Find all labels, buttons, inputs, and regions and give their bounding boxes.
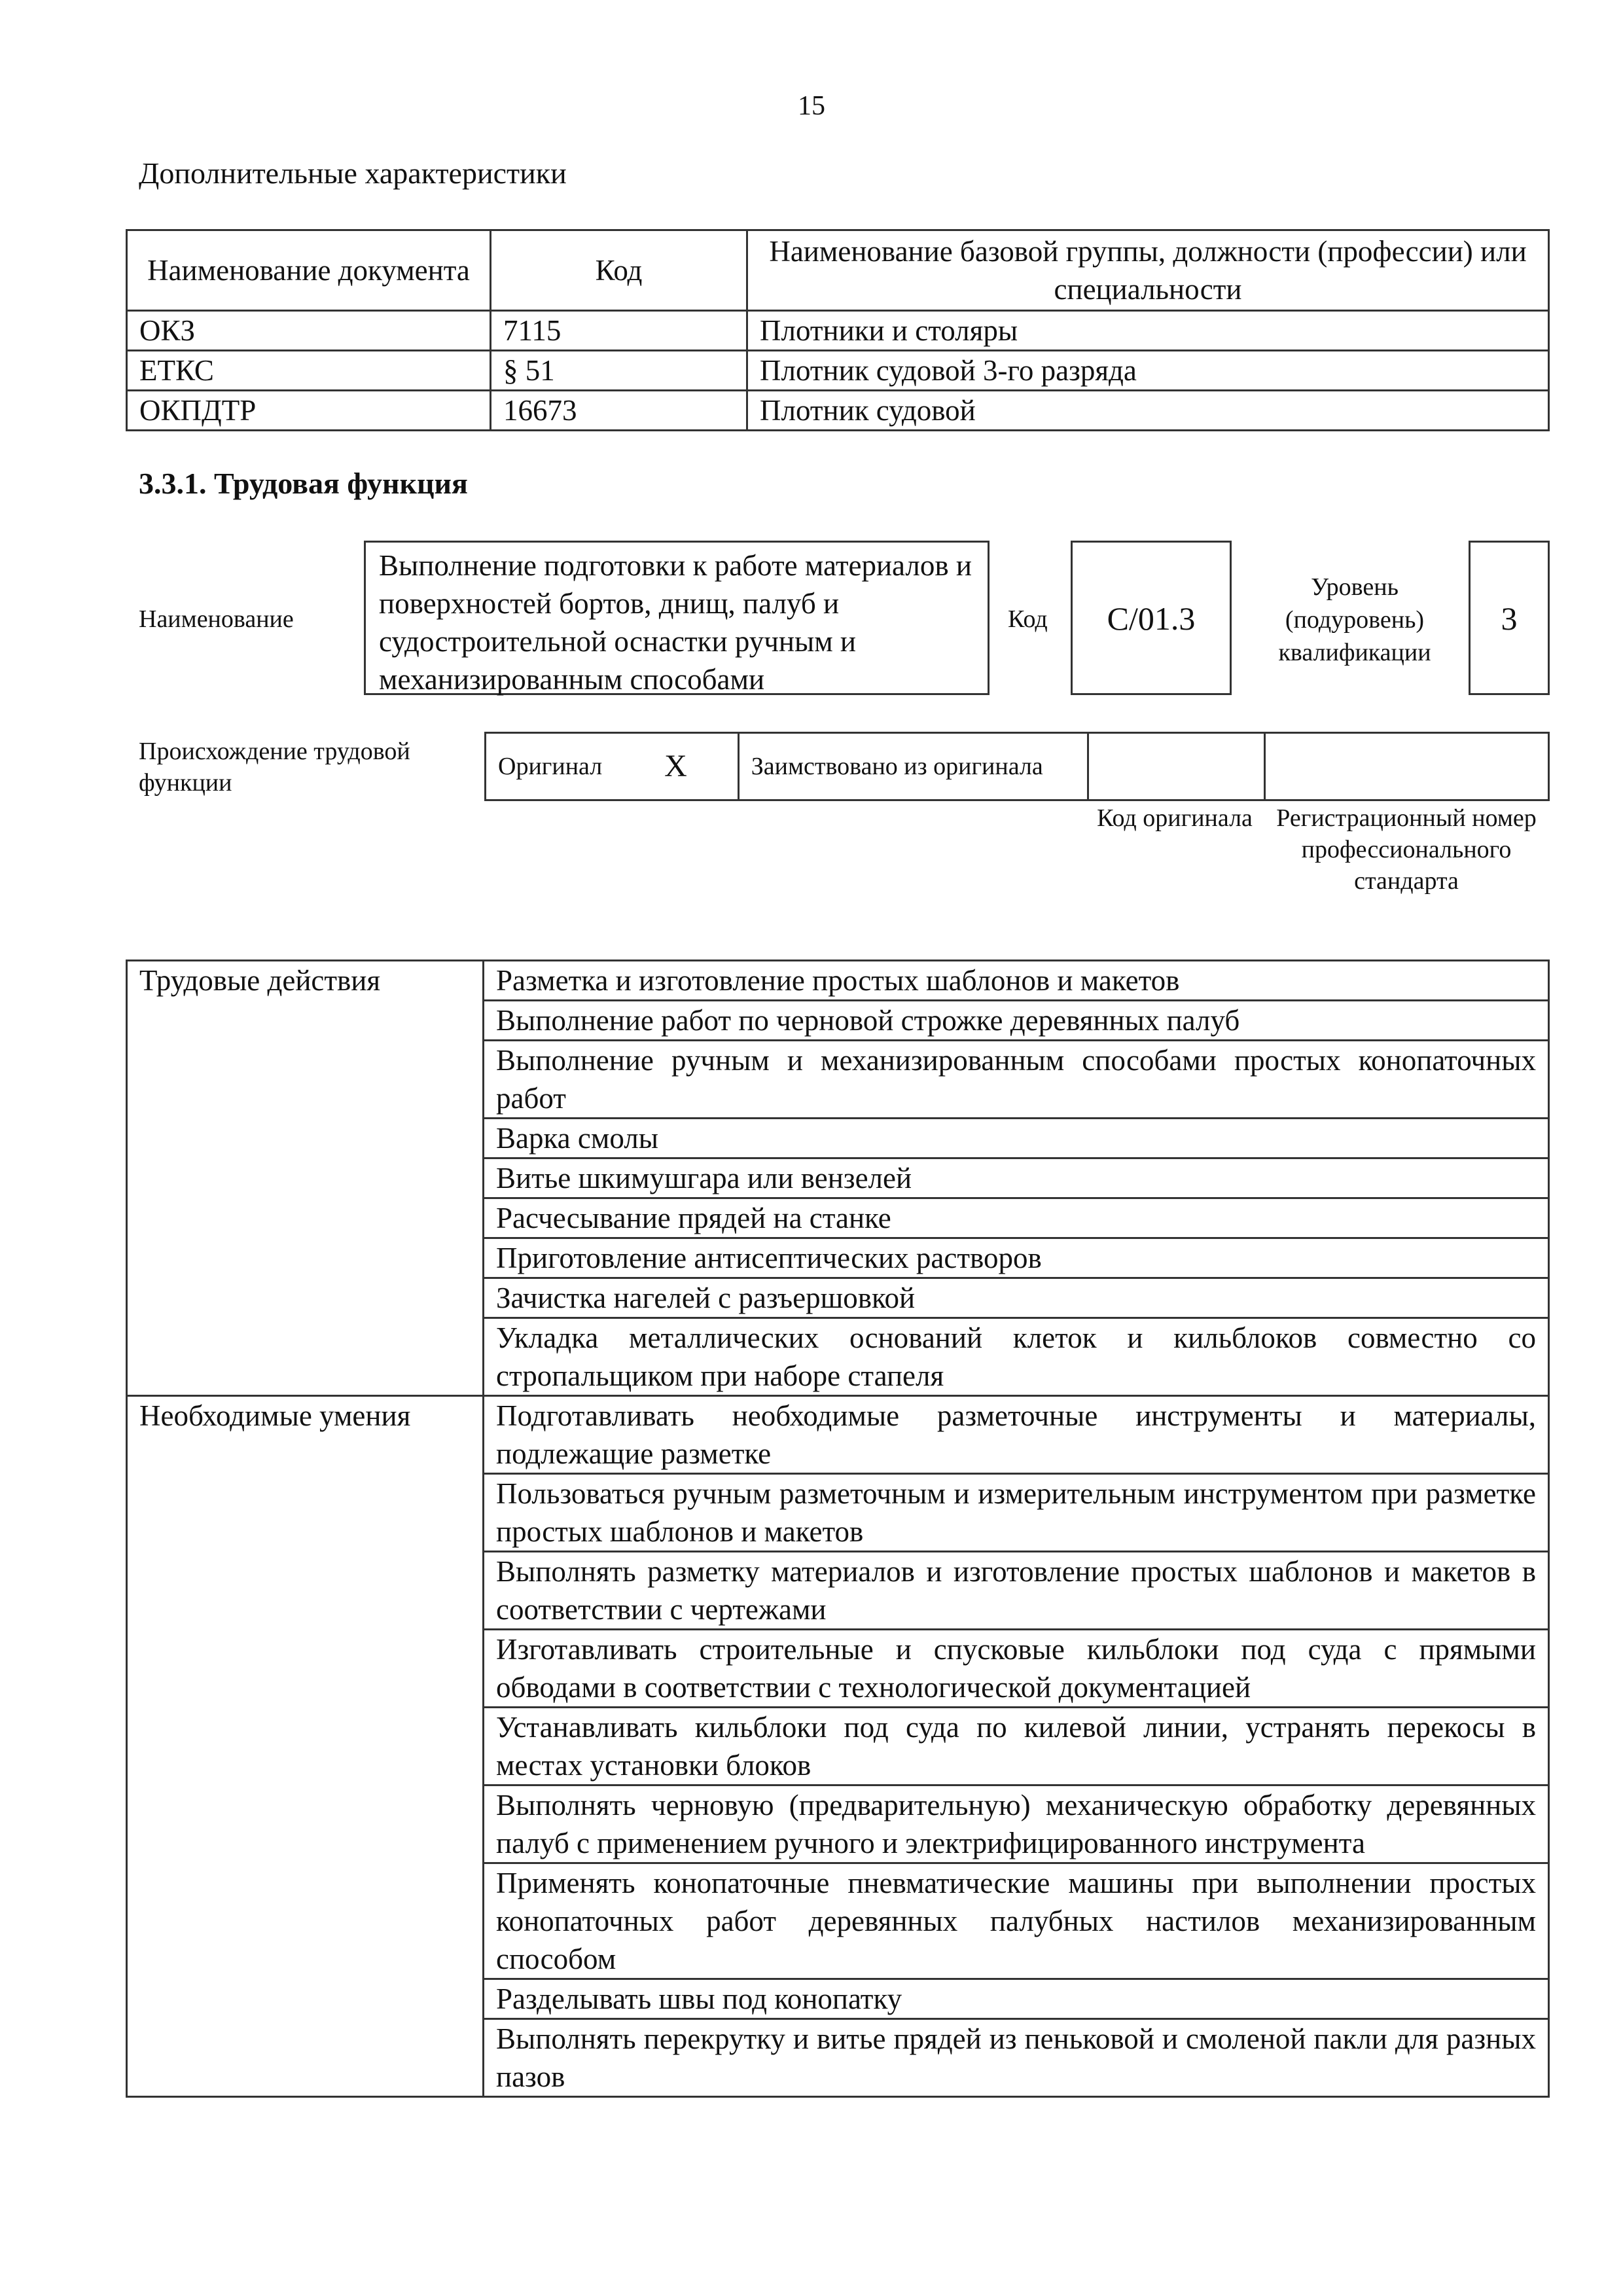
page-number: 15 [798, 91, 825, 121]
function-code-label: Код [1008, 605, 1048, 633]
origin-table [484, 732, 1550, 801]
list-item: Витье шкимушгара или вензелей [484, 1158, 1549, 1198]
table-row [127, 961, 1549, 1001]
qualification-level-box: 3 [1469, 541, 1550, 695]
section-title: Дополнительные характеристики [139, 156, 567, 190]
table-cell: 16673 [491, 391, 747, 431]
function-name-label: Наименование [139, 605, 294, 633]
function-heading: 3.3.1. Трудовая функция [139, 467, 468, 500]
table-header-row [127, 230, 1549, 311]
header-cell: Код [491, 230, 747, 311]
borrowed-label: Заимствовано из оригинала [738, 733, 1088, 800]
table-row [127, 311, 1549, 351]
list-item: Разметка и изготовление простых шаблонов и макетов [484, 961, 1549, 1001]
list-item: Зачистка нагелей с разъершовкой [484, 1278, 1549, 1318]
list-item: Выполнение работ по черновой строжке деревянных палуб [484, 1001, 1549, 1041]
table-cell: Плотник судовой 3-го разряда [747, 351, 1549, 391]
required-skills-group [127, 1396, 1549, 2097]
list-item: Выполнять разметку материалов и изготовление простых шаблонов и макетов в соответствии с чертежами [484, 1552, 1549, 1630]
original-code-cell [1088, 733, 1264, 800]
table-row [127, 391, 1549, 431]
original-code-caption: Код оригинала [1097, 804, 1253, 832]
list-item: Изготавливать строительные и спусковые кильблоки под суда с прямыми обводами в соответствии с технологической документацией [484, 1630, 1549, 1708]
function-name-box: Выполнение подготовки к работе материалов и поверхностей бортов, днищ, палуб и судостроительной оснастки ручным и механизированным способами [364, 541, 990, 695]
header-cell: Наименование документа [127, 230, 491, 311]
list-item: Выполнять черновую (предварительную) механическую обработку деревянных палуб с применением ручного и электрифицированного инструмента [484, 1785, 1549, 1863]
list-item: Выполнять перекрутку и витье прядей из пеньковой и смоленой пакли для разных пазов [484, 2019, 1549, 2097]
category-cell: Необходимые умения [127, 1396, 484, 2097]
list-item: Устанавливать кильблоки под суда по килевой линии, устранять перекосы в местах установки блоков [484, 1708, 1549, 1785]
table-cell: ОКПДТР [127, 391, 491, 431]
list-item: Приготовление антисептических растворов [484, 1238, 1549, 1278]
original-mark: X [614, 733, 738, 800]
list-item: Выполнение ручным и механизированным способами простых конопаточных работ [484, 1041, 1549, 1119]
origin-row [486, 733, 1549, 800]
origin-label: Происхождение трудовой функции [139, 738, 410, 797]
table-row [127, 1396, 1549, 1474]
list-item: Расчесывание прядей на станке [484, 1198, 1549, 1238]
table-cell: 7115 [491, 311, 747, 351]
list-item: Разделывать швы под конопатку [484, 1979, 1549, 2019]
qualification-level-label: Уровень (подуровень) квалификации [1278, 573, 1431, 666]
additional-characteristics-table [126, 229, 1550, 431]
table-row [127, 351, 1549, 391]
registration-number-cell [1264, 733, 1548, 800]
table-cell: Плотники и столяры [747, 311, 1549, 351]
header-cell: Наименование базовой группы, должности (профессии) или специальности [747, 230, 1549, 311]
registration-number-caption: Регистрационный номер профессионального стандарта [1276, 804, 1537, 895]
table-cell: ЕТКС [127, 351, 491, 391]
list-item: Укладка металлических оснований клеток и кильблоков совместно со стропальщиком при наборе стапеля [484, 1318, 1549, 1396]
table-cell: Плотник судовой [747, 391, 1549, 431]
table-cell: ОКЗ [127, 311, 491, 351]
function-code-box: C/01.3 [1071, 541, 1232, 695]
labor-actions-group [127, 961, 1549, 1396]
table-cell: § 51 [491, 351, 747, 391]
list-item: Варка смолы [484, 1119, 1549, 1158]
list-item: Подготавливать необходимые разметочные инструменты и материалы, подлежащие разметке [484, 1396, 1549, 1474]
list-item: Пользоваться ручным разметочным и измерительным инструментом при разметке простых шаблонов и макетов [484, 1474, 1549, 1552]
original-label: Оригинал [486, 733, 615, 800]
category-cell: Трудовые действия [127, 961, 484, 1396]
labor-function-table [126, 960, 1550, 2098]
list-item: Применять конопаточные пневматические машины при выполнении простых конопаточных работ деревянных палубных настилов механизированным способом [484, 1863, 1549, 1979]
